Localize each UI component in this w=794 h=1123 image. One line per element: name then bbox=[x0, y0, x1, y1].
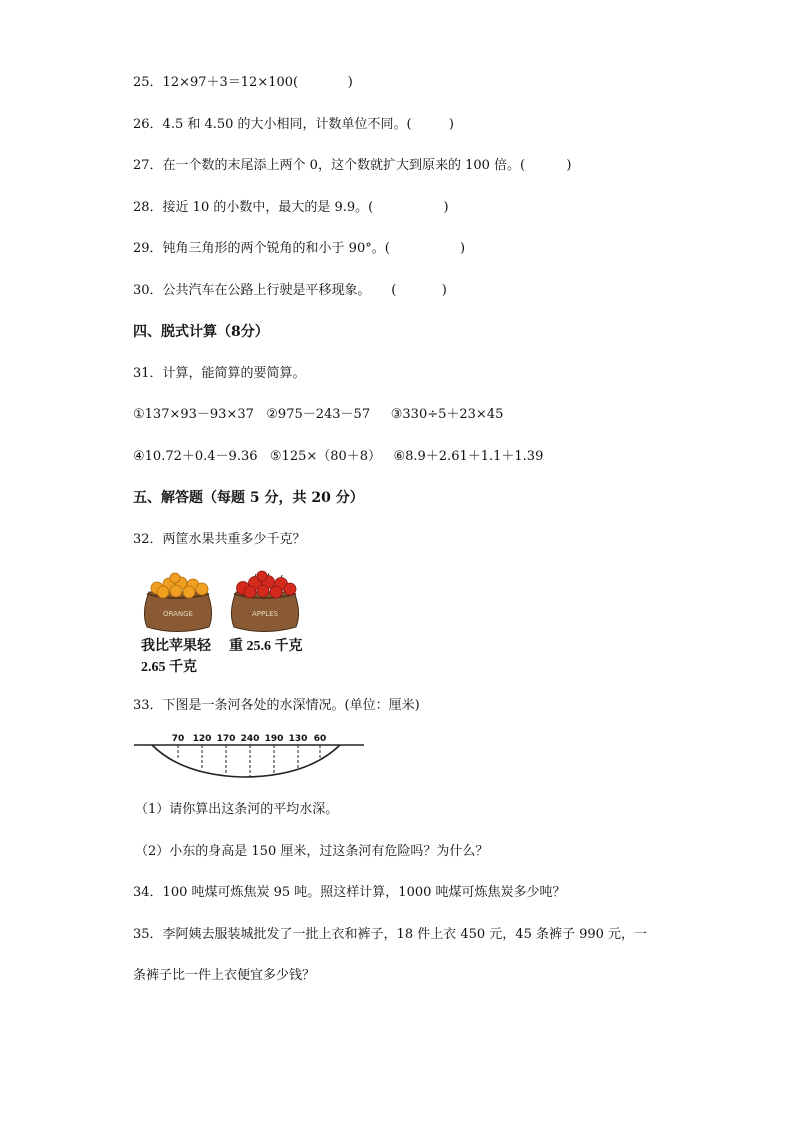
calc-row-2: ④10.72＋0.4－9.36 ⑤125×（80＋8） ⑥8.9＋2.61＋1.1＋1.39 bbox=[133, 449, 544, 464]
river-bed-curve bbox=[152, 745, 340, 777]
depth-label: 240 bbox=[240, 734, 260, 744]
question-26: 26．4.5 和 4.50 的大小相同，计数单位不同。( ) bbox=[133, 117, 454, 132]
apple-caption: 重 25.6 千克 bbox=[229, 639, 303, 654]
question-35-line-1: 35．李阿姨去服装城批发了一批上衣和裤子，18 件上衣 450 元，45 条裤子 990 元，一 bbox=[133, 927, 648, 942]
question-35-line-2: 条裤子比一件上衣便宜多少钱？ bbox=[133, 968, 316, 983]
section-5-heading: 五、解答题（每题 5 分，共 20 分） bbox=[133, 490, 364, 506]
depth-label: 70 bbox=[171, 734, 185, 744]
question-31: 31．计算，能简算的要简算。 bbox=[133, 366, 306, 381]
calc-row-1: ①137×93－93×37 ②975－243－57 ③330÷5＋23×45 bbox=[133, 407, 504, 422]
apple-sack-image bbox=[226, 570, 304, 634]
orange-sack-image bbox=[139, 572, 217, 634]
depth-label: 130 bbox=[288, 734, 308, 744]
orange-caption-line-1: 我比苹果轻 bbox=[141, 639, 211, 654]
question-25: 25．12×97＋3＝12×100( ) bbox=[133, 75, 353, 90]
question-29: 29．钝角三角形的两个锐角的和小于 90°。( ) bbox=[133, 241, 466, 256]
question-33: 33．下图是一条河各处的水深情况。(单位：厘米) bbox=[133, 698, 420, 713]
question-32: 32．两筐水果共重多少千克？ bbox=[133, 532, 306, 547]
depth-label: 170 bbox=[216, 734, 236, 744]
question-33-part-2: （2）小东的身高是 150 厘米，过这条河有危险吗？为什么？ bbox=[135, 844, 489, 859]
orange-sack-label: ORANGE bbox=[163, 610, 193, 618]
question-28: 28．接近 10 的小数中，最大的是 9.9。( ) bbox=[133, 200, 449, 215]
question-34: 34．100 吨煤可炼焦炭 95 吨。照这样计算，1000 吨煤可炼焦炭多少吨？ bbox=[133, 885, 566, 900]
question-33-part-1: （1）请你算出这条河的平均水深。 bbox=[135, 802, 339, 817]
question-27: 27．在一个数的末尾添上两个 0，这个数就扩大到原来的 100 倍。( ) bbox=[133, 158, 572, 173]
depth-label: 60 bbox=[313, 734, 327, 744]
section-4-heading: 四、脱式计算（8分） bbox=[133, 324, 269, 340]
apple-sack-label: APPLES bbox=[252, 610, 278, 618]
river-depth-diagram bbox=[132, 727, 368, 783]
depth-label: 120 bbox=[192, 734, 212, 744]
depth-label: 190 bbox=[264, 734, 284, 744]
question-30: 30．公共汽车在公路上行驶是平移现象。 ( ) bbox=[133, 283, 447, 298]
orange-caption-line-2: 2.65 千克 bbox=[141, 660, 197, 675]
